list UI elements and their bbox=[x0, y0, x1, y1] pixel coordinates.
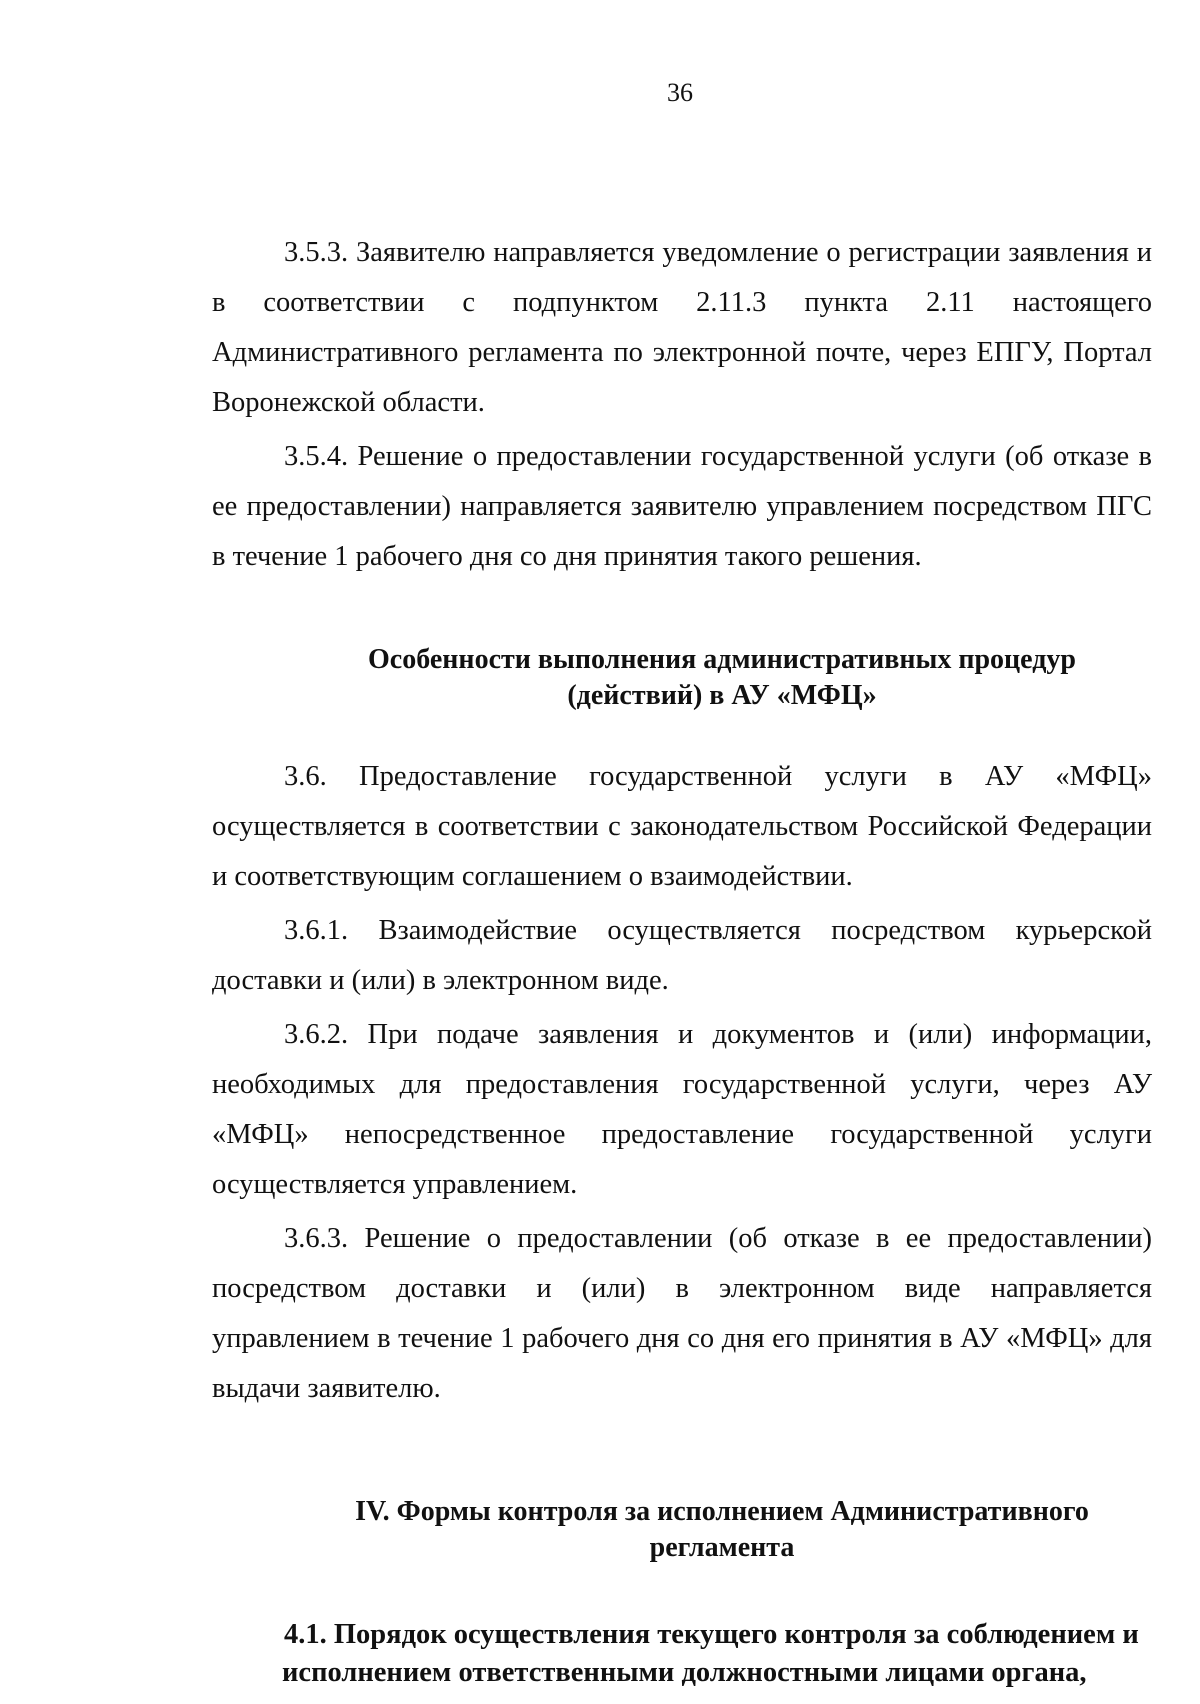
subsection-heading-4-1-line-2: исполнением ответственными должностными лицами органа, bbox=[282, 1657, 1087, 1688]
section-heading-mfc-line-1: Особенности выполнения административных процедур bbox=[368, 644, 1076, 675]
paragraph-3-5-3: 3.5.3. Заявителю направляется уведомление о регистрации заявления и в соответствии с подпунктом 2.11.3 пункта 2.11 настоящего Административного регламента по электронной почте, через ЕПГУ, Портал Воронежской области. bbox=[212, 237, 1152, 418]
chapter-heading-iv-line-2: регламента bbox=[649, 1532, 795, 1563]
paragraph-3-6: 3.6. Предоставление государственной услуги в АУ «МФЦ» осуществляется в соответствии с законодательством Российской Федерации и соответствующим соглашением о взаимодействии. bbox=[212, 761, 1152, 892]
paragraph-3-5-4: 3.5.4. Решение о предоставлении государственной услуги (об отказе в ее предоставлении) направляется заявителю управлением посредством ПГС в течение 1 рабочего дня со дня принятия такого решения. bbox=[212, 441, 1152, 572]
paragraph-3-6-3: 3.6.3. Решение о предоставлении (об отказе в ее предоставлении) посредством доставки и (или) в электронном виде направляется управлением в течение 1 рабочего дня со дня его принятия в АУ «МФЦ» для выдачи заявителю. bbox=[212, 1223, 1152, 1404]
document-body bbox=[212, 228, 1152, 1692]
section-heading-mfc bbox=[212, 642, 1152, 714]
paragraph-3-6-2: 3.6.2. При подаче заявления и документов и (или) информации, необходимых для предоставления государственной услуги, через АУ «МФЦ» непосредственное предоставление государственной услуги осуществляется управлением. bbox=[212, 1019, 1152, 1200]
subsection-heading-4-1 bbox=[212, 1616, 1152, 1692]
chapter-heading-iv-line-1: IV. Формы контроля за исполнением Административного bbox=[355, 1496, 1089, 1527]
page-number: 36 bbox=[667, 78, 693, 107]
paragraph-3-6-1: 3.6.1. Взаимодействие осуществляется посредством курьерской доставки и (или) в электронном виде. bbox=[212, 915, 1152, 996]
subsection-heading-4-1-line-1: 4.1. Порядок осуществления текущего контроля за соблюдением и bbox=[284, 1619, 1139, 1650]
chapter-heading-iv bbox=[212, 1494, 1152, 1566]
section-heading-mfc-line-2: (действий) в АУ «МФЦ» bbox=[567, 680, 877, 711]
